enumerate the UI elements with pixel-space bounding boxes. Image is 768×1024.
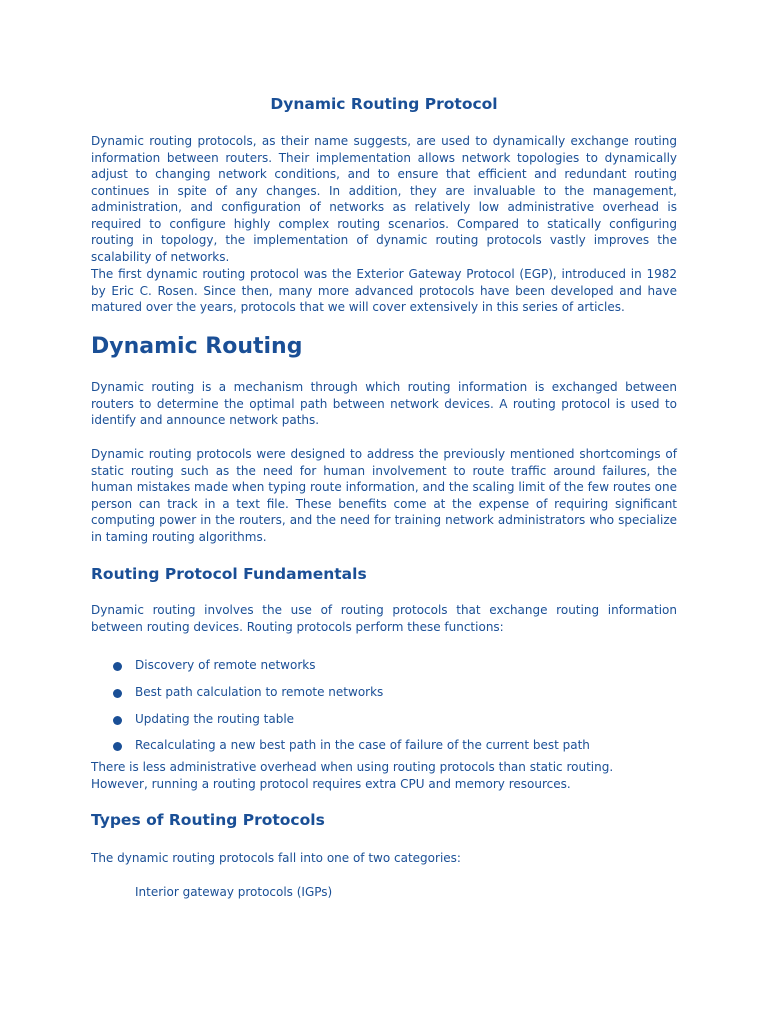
bullet-icon <box>113 662 122 671</box>
dynamic-routing-text-2: Dynamic routing protocols were designed to address the previously mentioned shortcomings of static routing such as the need for human involvement to route traffic around failures, the human mistakes made when typing route information, and the scaling limit of the few routes one person can track in a text file. These benefits come at the expense of requiring significant computing power in the routers, and the need for training network administrators who specialize in taming routing algorithms. <box>91 447 677 544</box>
intro-text-2: The first dynamic routing protocol was the Exterior Gateway Protocol (EGP), introduced in 1982 by Eric C. Rosen. Since then, many more advanced protocols have been developed and have matured over the years, protocols that we will cover extensively in this series of articles. <box>91 267 677 314</box>
list-item-text: Best path calculation to remote networks <box>135 685 384 699</box>
intro-paragraph-2 <box>91 266 677 316</box>
intro-paragraph-1 <box>91 133 677 265</box>
fundamentals-paragraph-2 <box>91 759 666 792</box>
dynamic-routing-heading: Dynamic Routing <box>91 334 303 359</box>
dynamic-routing-paragraph-2 <box>91 446 677 545</box>
fundamentals-paragraph-1 <box>91 602 677 635</box>
types-section <box>91 811 677 829</box>
dynamic-routing-section <box>91 334 677 359</box>
fundamentals-text-2: There is less administrative overhead when using routing protocols than static routing. However, running a routing protocol requires extra CPU and memory resources. <box>91 760 614 791</box>
list-item-text: Updating the routing table <box>135 712 295 726</box>
types-item-text: Interior gateway protocols (IGPs) <box>135 885 333 899</box>
bullet-icon <box>113 716 122 725</box>
fundamentals-text-1: Dynamic routing involves the use of routing protocols that exchange routing information between routing devices. Routing protocols perform these functions: <box>91 603 677 634</box>
dynamic-routing-text-1: Dynamic routing is a mechanism through which routing information is exchanged between routers to determine the optimal path between network devices. A routing protocol is used to identify and announce network paths. <box>91 380 677 427</box>
bullet-icon <box>113 742 122 751</box>
fundamentals-heading: Routing Protocol Fundamentals <box>91 565 367 583</box>
intro-text-1: Dynamic routing protocols, as their name suggests, are used to dynamically exchange routing information between routers. Their implementation allows network topologies to dynamically adjust to changing network conditions, and to ensure that efficient and redundant routing continues in spite of any changes. In addition, they are invaluable to the management, administration, and configuration of networks as relatively low administrative overhead is required to configure highly complex routing scenarios. Compared to statically configuring routing in topology, the implementation of dynamic routing protocols vastly improves the scalability of networks. <box>91 134 677 264</box>
dynamic-routing-paragraph-1 <box>91 379 677 429</box>
functions-list <box>91 658 677 758</box>
document-title: Dynamic Routing Protocol <box>270 95 498 113</box>
fundamentals-section <box>91 565 677 583</box>
types-heading: Types of Routing Protocols <box>91 811 325 829</box>
list-item-text: Discovery of remote networks <box>135 658 316 672</box>
list-item-text: Recalculating a new best path in the case of failure of the current best path <box>135 738 590 752</box>
types-text-1: The dynamic routing protocols fall into one of two categories: <box>91 851 461 865</box>
bullet-icon <box>113 689 122 698</box>
types-item <box>135 884 675 901</box>
types-paragraph-1 <box>91 850 677 867</box>
